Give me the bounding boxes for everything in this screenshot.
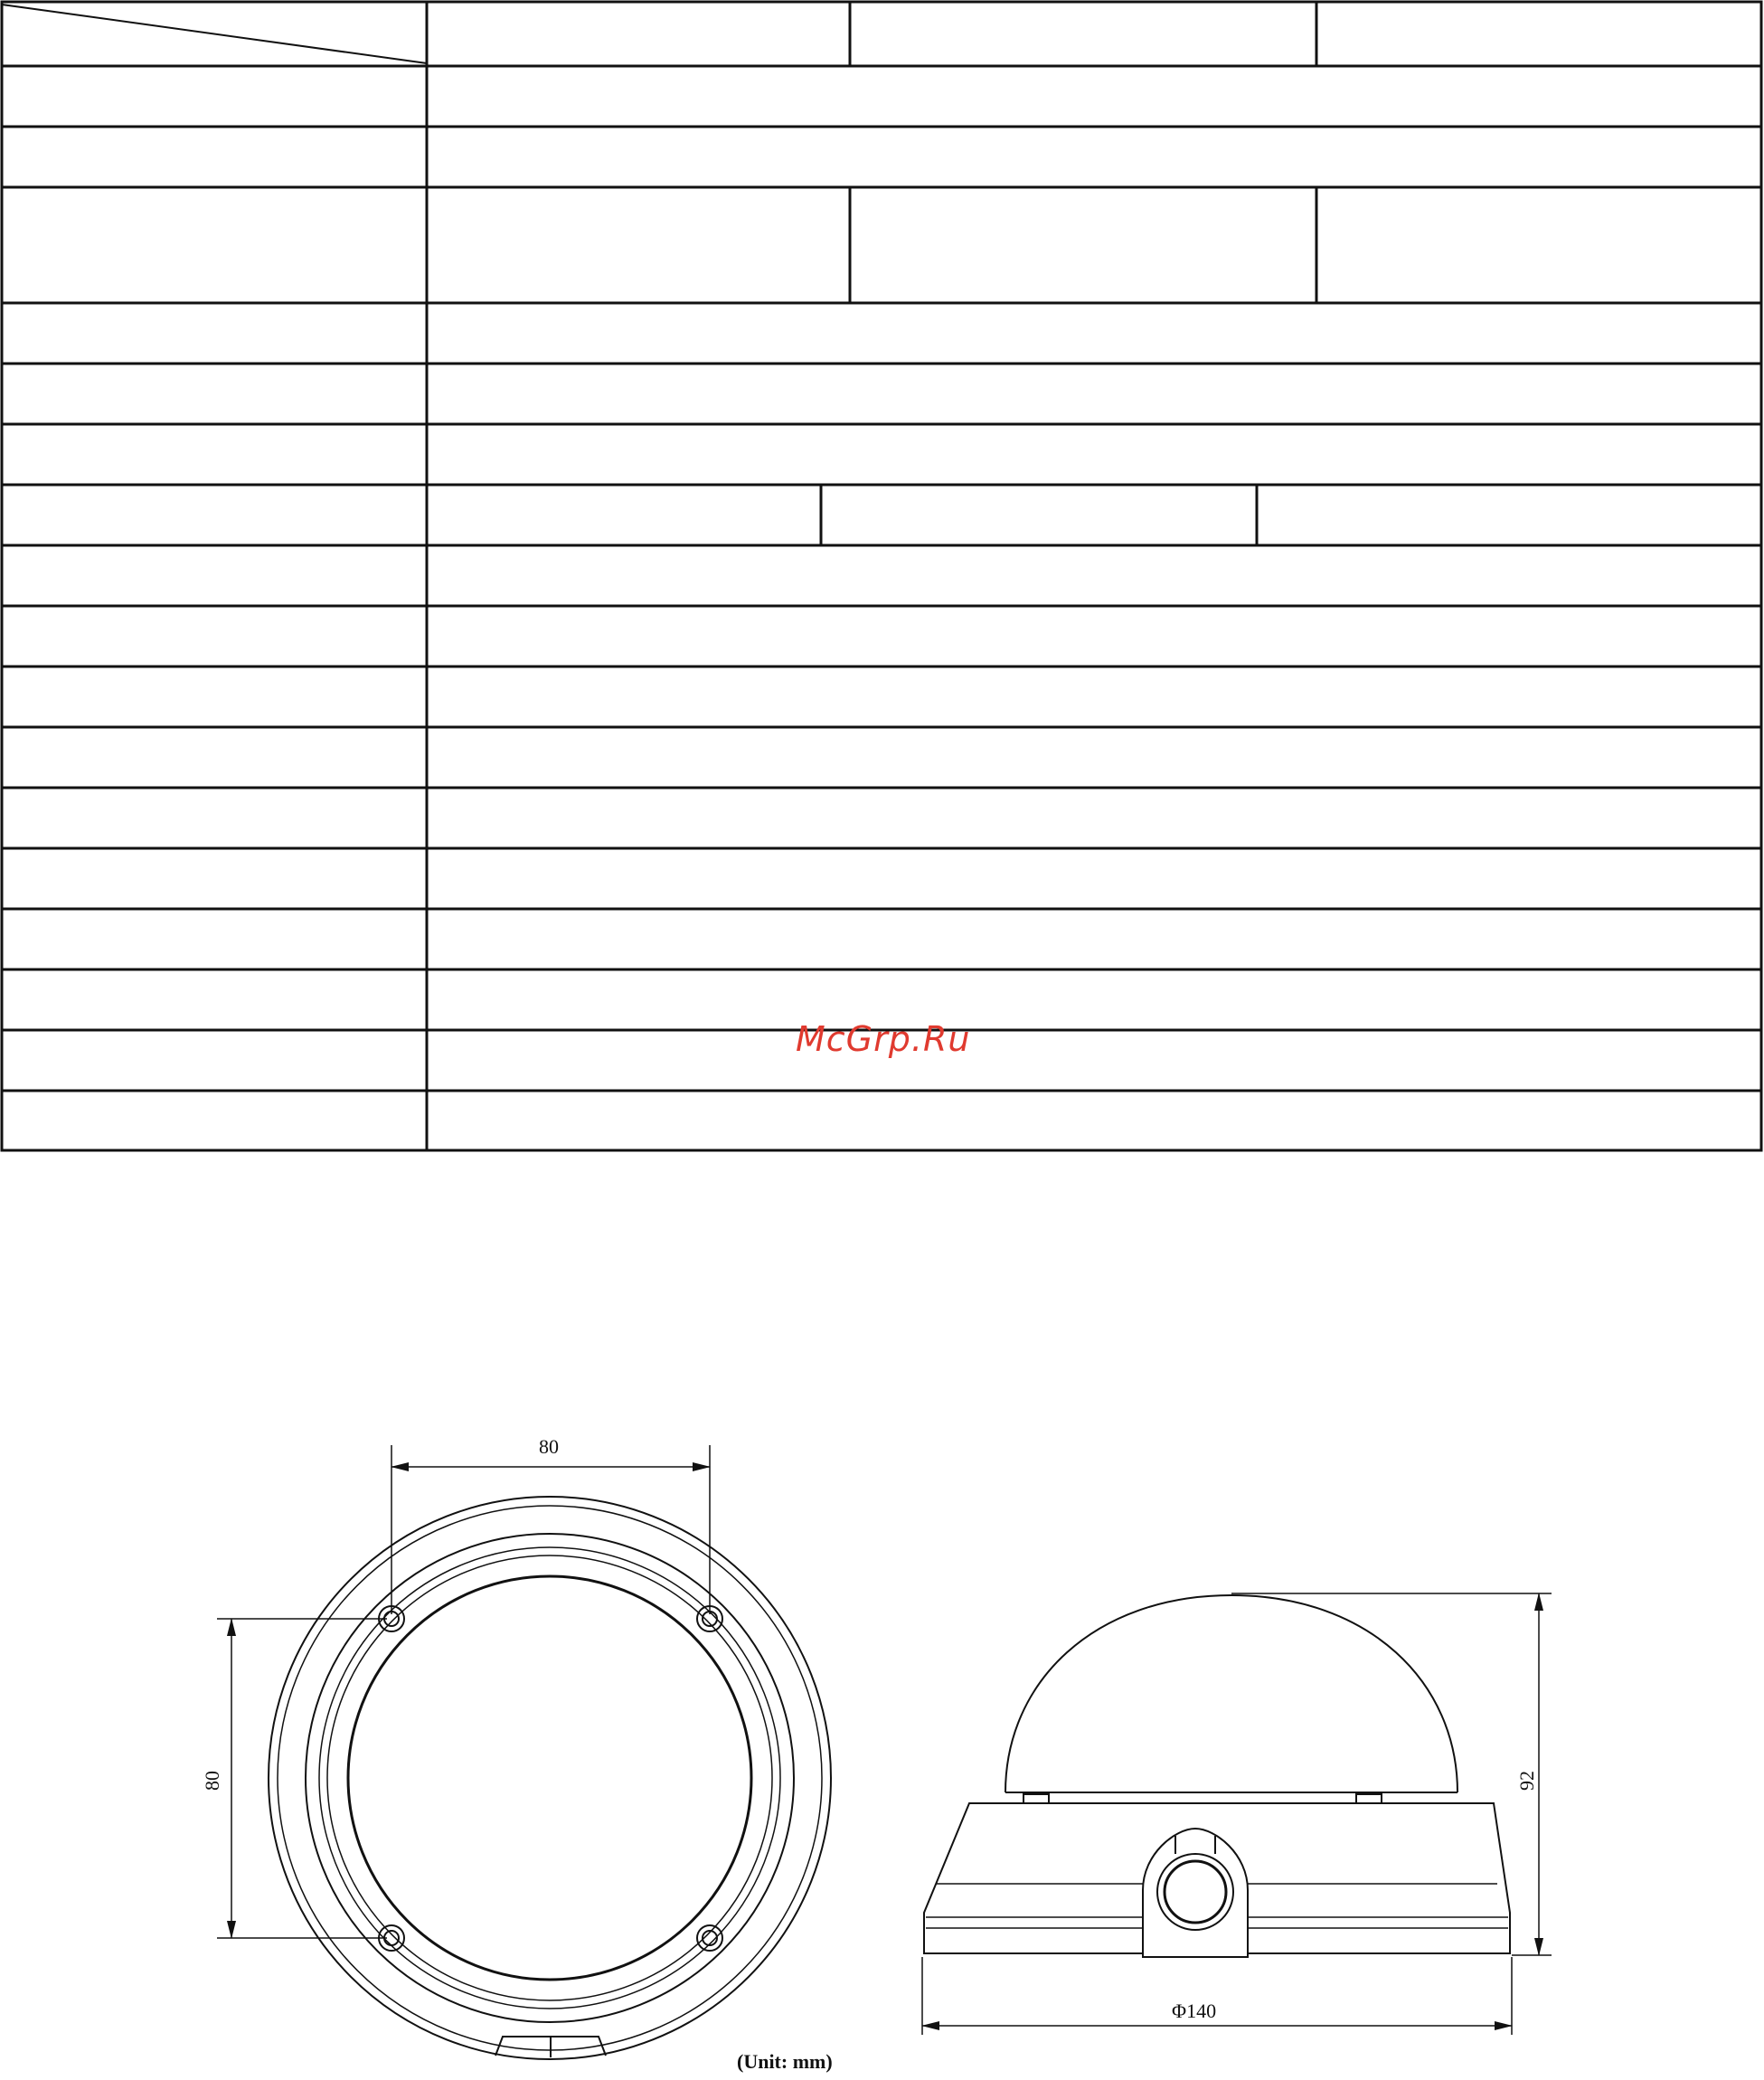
top-width-label: 80 bbox=[539, 1435, 559, 1458]
cable-entry bbox=[1143, 1829, 1248, 1957]
unit-label: (Unit: mm) bbox=[737, 2050, 833, 2073]
dimension-drawing bbox=[0, 1411, 1764, 2080]
table-frame bbox=[2, 2, 1761, 1150]
side-view bbox=[922, 1593, 1552, 2035]
side-diameter-label: Φ140 bbox=[1172, 2000, 1217, 2022]
side-height-label: 92 bbox=[1515, 1771, 1538, 1791]
screw-holes bbox=[379, 1606, 722, 1951]
header-diagonal bbox=[2, 5, 427, 63]
top-view bbox=[217, 1445, 831, 2059]
watermark: McGrp.Ru bbox=[796, 1019, 971, 1059]
top-height-label: 80 bbox=[201, 1771, 223, 1791]
